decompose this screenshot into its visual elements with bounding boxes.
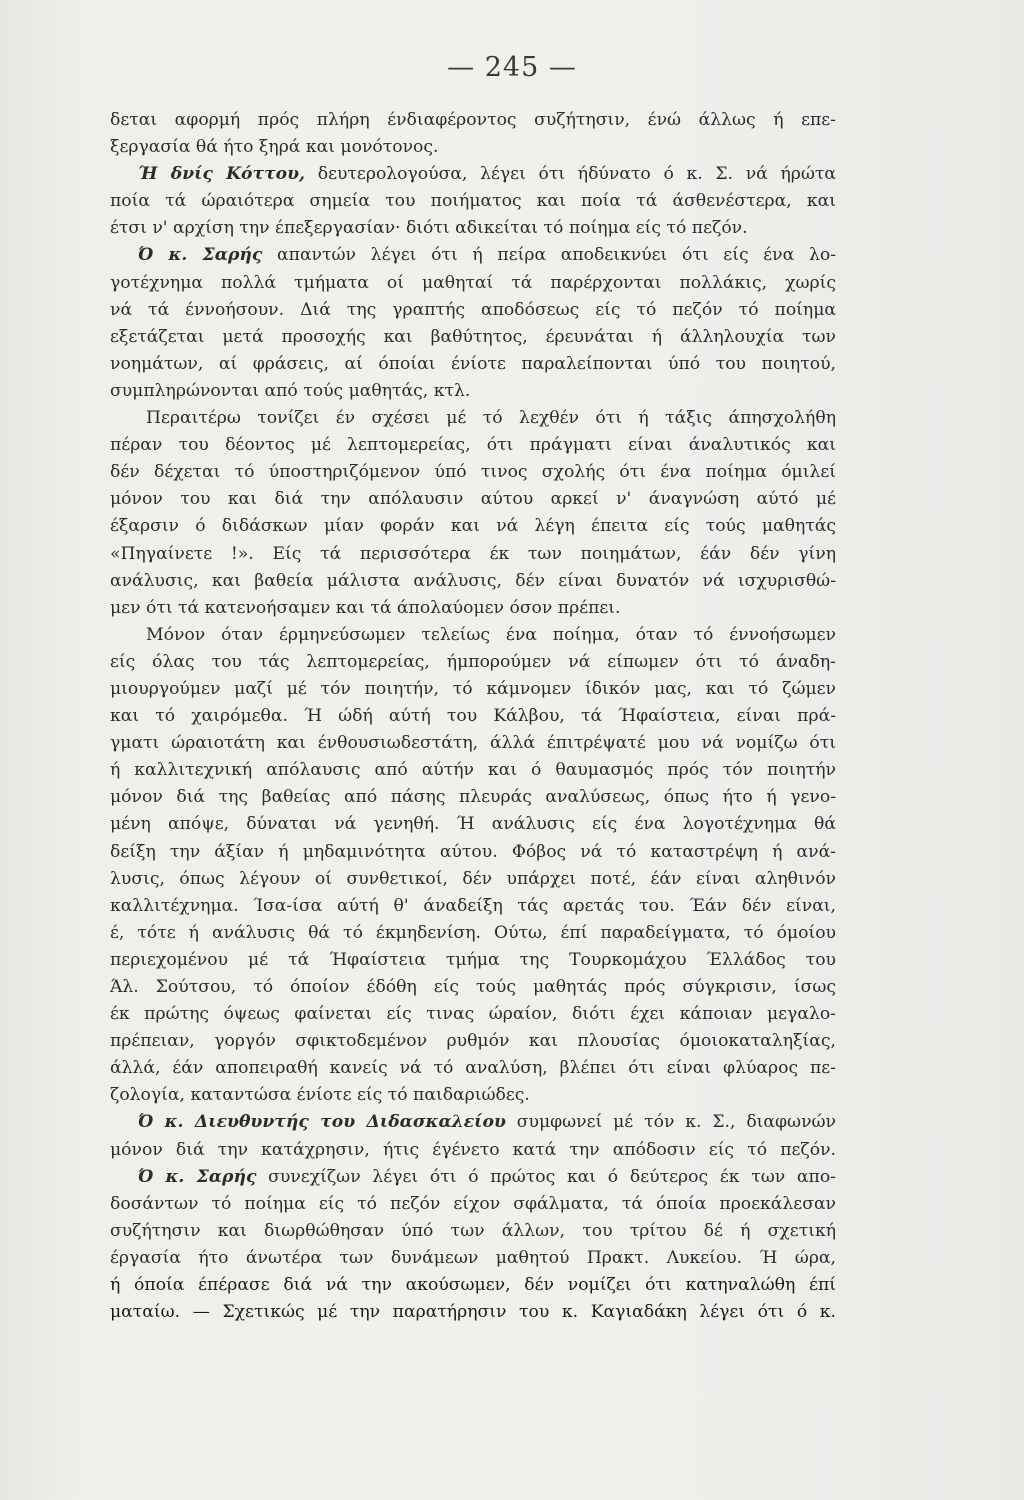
text-line [110,541,836,568]
line-text: καλλιτέχνημα. Ίσα-ίσα αύτή θ' άναδείξη τάς αρετάς του. Έάν δέν είναι, [110,895,836,916]
line-text: ζολογία, καταντώσα ένίοτε είς τό παιδαριώδες. [110,1085,530,1106]
text-line [110,351,836,378]
text-line [110,1001,836,1028]
text-line [110,134,836,161]
line-text: έκ πρώτης όψεως φαίνεται είς τινας ώραίον, διότι έχει κάποιαν μεγαλο- [110,1004,836,1025]
text-line [110,649,836,676]
text-line [110,1055,836,1082]
text-line [110,757,836,784]
text-line [110,188,836,215]
line-text: είς όλας του τάς λεπτομερείας, ήμπορούμεν νά είπωμεν ότι τό άναδη- [110,651,836,672]
line-text: Άλ. Σούτσου, τό όποίον έδόθη είς τούς μαθητάς πρός σύγκρισιν, ίσως [110,977,836,997]
page-number: — 245 — [447,52,577,83]
line-text: ποία τά ώραιότερα σημεία του ποιήματος και ποία τά άσθενέστερα, και [110,191,836,212]
text-line [110,839,836,866]
text-line [110,270,836,297]
line-text: νοημάτων, αί φράσεις, αί όποίαι ένίοτε παραλείπονται ύπό του ποιητού, [110,353,836,374]
line-text: δεται αφορμή πρός πλήρη ένδιαφέροντος συζήτησιν, ένώ άλλως ή επε- [110,110,836,130]
text-line [110,1272,836,1299]
speaker-name: Ή δνίς Κόττου, [138,164,306,185]
text-line [110,432,836,459]
text-line [110,378,836,405]
text-line [110,811,836,838]
line-text: δέν δέχεται τό ύποστηριζόμενον ύπό τινος σχολής ότι ένα ποίημα όμιλεί [110,462,836,483]
text-line [110,866,836,893]
text-line [110,1164,836,1191]
text-line [110,405,836,432]
text-line [110,947,836,974]
speaker-name: Ό κ. Διευθυντής του Διδασκαλείου [138,1112,506,1133]
line-text: μόνον διά της βαθείας από πάσης πλευράς αναλύσεως, όπως ήτο ή γενο- [110,787,836,808]
line-text: μιουργούμεν μαζί μέ τόν ποιητήν, τό κάμνομεν ίδικόν μας, και τό ζώμεν [110,678,836,699]
line-text: Περαιτέρω τονίζει έν σχέσει μέ τό λεχθέν ότι ή τάξις άπησχολήθη [146,408,836,429]
line-text: εξετάζεται μετά προσοχής και βαθύτητος, έρευνάται ή άλληλουχία των [110,326,836,347]
text-line [110,297,836,324]
text-line [110,161,836,188]
line-text: πρέπειαν, γοργόν σφικτοδεμένον ρυθμόν και πλουσίας όμοιοκαταληξίας, [110,1031,836,1052]
line-text: συμφωνεί μέ τόν κ. Σ., διαφωνών [505,1112,836,1133]
text-line [110,703,836,730]
line-text: μεν ότι τά κατενοήσαμεν και τά άπολαύομεν όσον πρέπει. [110,597,621,618]
line-text: έξαρσιν ό διδάσκων μίαν φοράν και νά λέγη έπειτα είς τούς μαθητάς [110,516,836,537]
text-line [110,1137,836,1164]
line-text: ή καλλιτεχνική απόλαυσις από αύτήν και ό θαυμασμός πρός τόν ποιητήν [110,760,836,781]
text-line [110,1082,836,1109]
line-text: δοσάντων τό ποίημα είς τό πεζόν είχον σφάλματα, τά όποία προεκάλεσαν [110,1193,836,1214]
line-text: απαντών λέγει ότι ή πείρα αποδεικνύει ότι είς ένα λο- [262,245,836,266]
text-line [110,1299,836,1326]
text-line [110,486,836,513]
line-text: έ, τότε ή ανάλυσις θά τό έκμηδενίση. Ούτω, έπί παραδείγματα, τό όμοίου [110,922,836,943]
line-text: συζήτησιν και διωρθώθησαν ύπό των άλλων, του τρίτου δέ ή σχετική [110,1220,836,1241]
text-line [110,1191,836,1218]
text-line [110,513,836,540]
line-text: πέραν του δέοντος μέ λεπτομερείας, ότι πράγματι είναι άναλυτικός και [110,435,836,456]
line-text: περιεχομένου μέ τά Ήφαίστεια τμήμα της Τουρκομάχου Έλλάδος του [110,949,836,970]
text-line [110,920,836,947]
line-text: Μόνον όταν έρμηνεύσωμεν τελείως ένα ποίημα, όταν τό έννοήσωμεν [146,624,836,645]
line-text: συνεχίζων λέγει ότι ό πρώτος και ό δεύτερος έκ των απο- [256,1166,836,1187]
line-text: ξεργασία θά ήτο ξηρά και μονότονος. [110,137,439,158]
line-text: δευτερολογούσα, λέγει ότι ήδύνατο ό κ. Σ. νά ήρώτα [305,164,836,185]
text-line [110,974,836,1001]
line-text: γματι ώραιοτάτη και ένθουσιωδεστάτη, άλλά έπιτρέψατέ μου νά νομίζω ότι [110,733,836,754]
text-line [110,1218,836,1245]
line-text: άλλά, έάν αποπειραθή κανείς νά τό αναλύση, βλέπει ότι είναι φλύαρος πε- [110,1058,836,1079]
text-line [110,459,836,486]
text-line [110,568,836,595]
line-text: μένη απόψε, δύναται νά γενηθή. Ή ανάλυσις είς ένα λογοτέχνημα θά [110,814,836,835]
text-line [110,730,836,757]
line-text: συμπληρώνονται από τούς μαθητάς, κτλ. [110,380,471,401]
line-text: μόνον του και διά την απόλαυσιν αύτου αρκεί ν' άναγνώση αύτό μέ [110,489,836,510]
text-line [110,784,836,811]
line-text: μόνον διά την κατάχρησιν, ήτις έγένετο κατά την απόδοσιν είς τό πεζόν. [110,1139,836,1160]
text-line [110,1028,836,1055]
text-line [110,1109,836,1136]
line-text: και τό χαιρόμεθα. Ή ώδή αύτή του Κάλβου, τά Ήφαίστεια, είναι πρά- [110,706,836,727]
line-text: ή όποία έπέρασε διά νά την ακούσωμεν, δέν νομίζει ότι κατηναλώθη έπί [110,1275,836,1296]
line-text: «Πηγαίνετε !». Είς τά περισσότερα έκ των ποιημάτων, έάν δέν γίνη [110,543,836,564]
line-text: γοτέχνημα πολλά τμήματα οί μαθηταί τά παρέρχονται πολλάκις, χωρίς [110,272,836,293]
line-text: έργασία ήτο άνωτέρα των δυνάμεων μαθητού Πρακτ. Λυκείου. Ή ώρα, [110,1247,836,1268]
line-text: δείξη την άξίαν ή μηδαμινότητα αύτου. Φόβος νά τό καταστρέψη ή ανά- [110,841,836,862]
text-line [110,215,836,242]
text-line [110,893,836,920]
line-text: λυσις, όπως λέγουν οί συνθετικοί, δέν υπάρχει ποτέ, έάν είναι αληθινόν [110,868,836,889]
body-text [110,107,836,1326]
text-line [110,622,836,649]
text-line [110,595,836,622]
text-line [110,107,836,134]
text-line [110,324,836,351]
text-line [110,1245,836,1272]
speaker-name: Ό κ. Σαρής [138,1166,257,1187]
text-line [110,242,836,269]
line-text: ματαίω. — Σχετικώς μέ την παρατήρησιν του κ. Καγιαδάκη λέγει ότι ό κ. [110,1302,836,1323]
speaker-name: Ό κ. Σαρής [138,245,263,266]
line-text: νά τά έννοήσουν. Διά της γραπτής αποδόσεως είς τό πεζόν τό ποίημα [110,299,836,320]
line-text: έτσι ν' αρχίση την έπεξεργασίαν· διότι αδικείται τό ποίημα είς τό πεζόν. [110,218,748,239]
line-text: ανάλυσις, και βαθεία μάλιστα ανάλυσις, δέν είναι δυνατόν νά ισχυρισθώ- [110,570,836,591]
text-line [110,676,836,703]
